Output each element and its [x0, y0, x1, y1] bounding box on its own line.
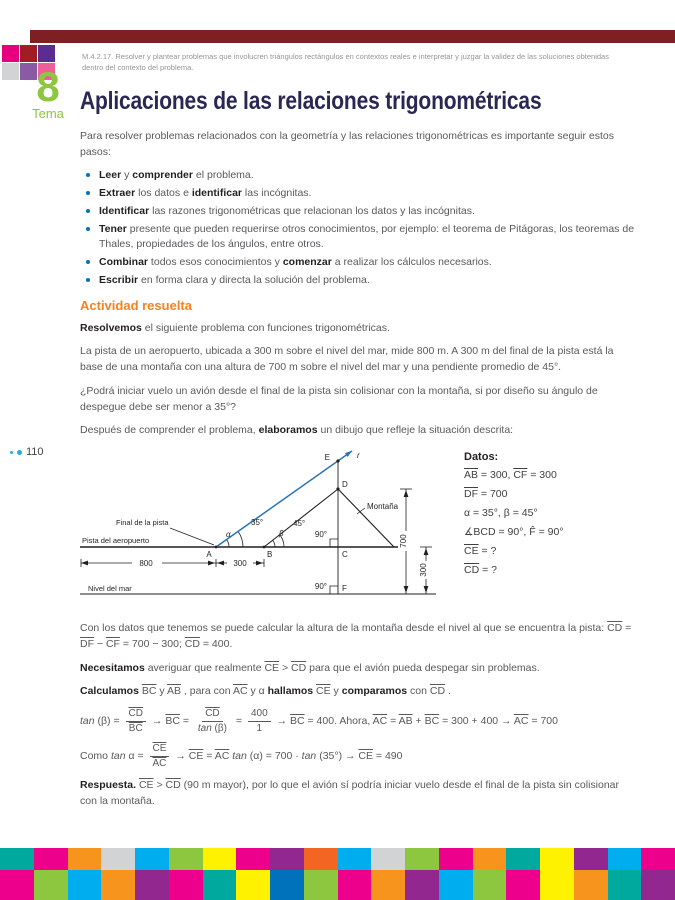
- color-block: [270, 870, 304, 900]
- color-block: [641, 848, 675, 870]
- color-block: [439, 870, 473, 900]
- label-90deg-f: 90°: [314, 582, 327, 591]
- bullet-icon: [86, 260, 90, 264]
- color-block: [169, 848, 203, 870]
- color-block: [2, 45, 19, 62]
- page-number-marker: [10, 446, 44, 458]
- activity-paragraph: ¿Podrá iniciar vuelo un avión desde el final de la pista sin colisionar con la montaña, si por diseño su ángulo de despegue debe ser menor a 35°?: [80, 384, 598, 413]
- label-point-e: E: [324, 453, 330, 462]
- bullet-icon: [86, 227, 90, 231]
- color-block: [574, 870, 608, 900]
- color-block: [641, 870, 675, 900]
- color-block: [203, 848, 237, 870]
- datos-line: α = 35°, β = 45°: [464, 507, 538, 519]
- label-90deg-c: 90°: [314, 530, 327, 539]
- color-block: [34, 848, 68, 870]
- label-beta: β: [279, 529, 284, 538]
- list-item: [80, 186, 638, 202]
- color-block: [371, 848, 405, 870]
- point-B: [263, 546, 266, 549]
- bullet-icon: [86, 209, 90, 213]
- datos-line: $\overline{CD}$ = ?: [464, 564, 497, 576]
- solution-paragraph: Calculamos $\overline{BC}$ y $\overline{AB}$ , para con $\overline{AC}$ y α hallamos $\overline{CE}$ y comparamos con $\overline{CD}$ .: [80, 685, 451, 698]
- color-block: [101, 870, 135, 900]
- color-block: [236, 870, 270, 900]
- label-pista: Pista del aeropuerto: [82, 536, 150, 545]
- label-point-b: B: [267, 550, 273, 559]
- color-block: [473, 870, 507, 900]
- solution-paragraph: Necesitamos averiguar que realmente $\overline{CE} > \overline{CD}$ para que el avión pueda despegar sin problemas.: [80, 661, 540, 674]
- color-block: [304, 848, 338, 870]
- color-block: [236, 848, 270, 870]
- color-block: [270, 848, 304, 870]
- color-block: [68, 848, 102, 870]
- label-ray-r: r: [357, 451, 360, 460]
- list-item: [80, 204, 638, 220]
- activity-paragraph: Resolvemos el siguiente problema con funciones trigonométricas.: [80, 321, 390, 334]
- airport-mountain-diagram: [80, 447, 450, 611]
- label-alpha: α: [226, 530, 231, 539]
- datos-panel: [464, 447, 628, 611]
- alpha-arc: [227, 540, 229, 548]
- point-D: [336, 487, 339, 490]
- page-content: [80, 52, 638, 818]
- takeoff-line: [216, 451, 352, 547]
- color-block: [0, 870, 34, 900]
- color-block: [135, 848, 169, 870]
- color-block: [371, 870, 405, 900]
- datos-line: $\overline{AB} = 300$, $\overline{CF} = 300$: [464, 469, 557, 481]
- color-block: [68, 870, 102, 900]
- color-block: [608, 870, 642, 900]
- label-point-c: C: [342, 550, 348, 559]
- bullet-icon: [86, 173, 90, 177]
- dot-icon: [17, 450, 22, 455]
- answer-paragraph: Respuesta. $\overline{CE} > \overline{CD}$ (90 m mayor), por lo que el avión sí podría iniciar vuelo desde el final de la pista sin colisionar con la montaña.: [80, 779, 619, 807]
- dot-icon: [10, 451, 13, 454]
- list-item: [80, 255, 638, 271]
- color-block: [540, 870, 574, 900]
- color-block: [405, 870, 439, 900]
- datos-title: Datos:: [464, 451, 499, 463]
- footer-row: [0, 870, 675, 900]
- list-item: [80, 168, 638, 184]
- measure-800-label: 800: [139, 559, 153, 568]
- page-number: 110: [26, 446, 44, 458]
- bullet-icon: [86, 191, 90, 195]
- color-block: [203, 870, 237, 900]
- bullet-icon: [86, 278, 90, 282]
- right-angle-marker-C: [330, 539, 338, 547]
- math-line: tan (β) = $\frac{\overline{CD}}{BC}$ → $\overline{BC}$ = $\frac{\overline{CD}}{\tan (\beta)}$ = $\frac{400}{1}$ → $\overline{BC} = 400$. Ahora, $\overline{AC} = \overline{AB} + \overline{BC} = 300 + 400 \to \overline{AC} = 700$: [80, 708, 558, 734]
- activity-heading: Actividad resuelta: [80, 297, 192, 313]
- diagram-section: [80, 447, 638, 611]
- color-block: [338, 848, 372, 870]
- solution-paragraph: Con los datos que tenemos se puede calcular la altura de la montaña desde el nivel al que se encuentra la pista: $\overline{CD} = \overline{DF} - \overline{CF} = 700 - 300$; $\overline{CD} = 400$.: [80, 622, 632, 650]
- beta-arc: [273, 540, 275, 547]
- tema-number: 8: [36, 63, 60, 110]
- list-item-text: Extraer los datos e identificar las incógnitas.: [99, 187, 312, 199]
- color-block: [405, 848, 439, 870]
- color-block: [20, 45, 37, 62]
- point-E: [336, 459, 339, 462]
- page-title: Aplicaciones de las relaciones trigonométricas: [80, 86, 542, 115]
- color-block: [506, 870, 540, 900]
- color-block: [608, 848, 642, 870]
- mountain-right-slope: [338, 489, 394, 547]
- curriculum-standard: M.4.2.17. Resolver y plantear problemas que involucren triángulos rectángulos en contextos reales e interpretar y juzgar la validez de las soluciones obtenidas dentro del contexto del problema.: [82, 52, 609, 72]
- tema-badge: [26, 63, 70, 121]
- label-45deg: 45°: [293, 519, 306, 528]
- datos-line: ∡BCD = 90°, F̂ = 90°: [464, 526, 564, 538]
- color-block: [473, 848, 507, 870]
- color-block: [338, 870, 372, 900]
- footer-decoration: [0, 848, 675, 900]
- label-nivel-mar: Nivel del mar: [88, 584, 132, 593]
- leader-final-pista: [170, 528, 214, 545]
- color-block: [540, 848, 574, 870]
- color-block: [439, 848, 473, 870]
- color-block: [506, 848, 540, 870]
- top-accent-bar: [30, 30, 675, 43]
- datos-line: $\overline{DF} = 700$: [464, 488, 508, 500]
- steps-list: [80, 168, 638, 288]
- list-item-text: Tener presente que pueden requerirse otros conocimientos, por ejemplo: el teorema de Pitágoras, los teoremas de Thales, propiedades de los ángulos, entre otros.: [99, 222, 635, 251]
- activity-paragraph: La pista de un aeropuerto, ubicada a 300 m sobre el nivel del mar, mide 800 m. A 300 m del final de la pista está la base de una montaña con una altura de 700 m sobre el nivel del mar y una pendiente promedio de 45°.: [80, 345, 614, 373]
- label-point-a: A: [206, 550, 212, 559]
- list-item-text: Leer y comprender el problema.: [99, 169, 254, 182]
- color-block: [34, 870, 68, 900]
- measure-700-label: 700: [399, 534, 408, 548]
- math-line: Como tan α = $\frac{\overline{CE}}{AC}$ → $\overline{CE} = \overline{AC}$ $\tan (\alpha) = 700 \cdot \tan (35^\circ) \to \overline{CE} = 490$: [80, 743, 403, 769]
- right-angle-marker-F: [330, 586, 338, 594]
- list-item: [80, 273, 638, 289]
- angle-35-arc: [238, 532, 243, 548]
- activity-paragraph: Después de comprender el problema, elaboramos un dibujo que refleje la situación descrita:: [80, 424, 514, 437]
- color-block: [135, 870, 169, 900]
- color-block: [2, 63, 19, 80]
- color-block: [574, 848, 608, 870]
- color-block: [304, 870, 338, 900]
- tema-label: Tema: [32, 106, 64, 121]
- color-block: [101, 848, 135, 870]
- list-item-text: Escribir en forma clara y directa la solución del problema.: [99, 273, 370, 286]
- label-final-pista: Final de la pista: [116, 518, 169, 527]
- point-A: [215, 546, 218, 549]
- color-block: [0, 848, 34, 870]
- label-point-f: F: [342, 584, 347, 593]
- list-item: [80, 222, 638, 254]
- label-point-d: D: [342, 480, 348, 489]
- intro-lead: Para resolver problemas relacionados con la geometría y las relaciones trigonométricas es importante seguir estos pasos:: [80, 129, 615, 158]
- label-montana: Montaña: [367, 502, 399, 511]
- measure-300v-label: 300: [419, 563, 428, 577]
- datos-line: $\overline{CE}$ = ?: [464, 545, 497, 557]
- label-35deg: 35°: [251, 518, 264, 527]
- color-block: [38, 45, 55, 62]
- list-item-text: Combinar todos esos conocimientos y comenzar a realizar los cálculos necesarios.: [99, 256, 492, 268]
- measure-300h-label: 300: [233, 559, 247, 568]
- footer-row: [0, 848, 675, 870]
- color-block: [169, 870, 203, 900]
- list-item-text: Identificar las razones trigonométricas que relacionan los datos y las incógnitas.: [99, 204, 475, 217]
